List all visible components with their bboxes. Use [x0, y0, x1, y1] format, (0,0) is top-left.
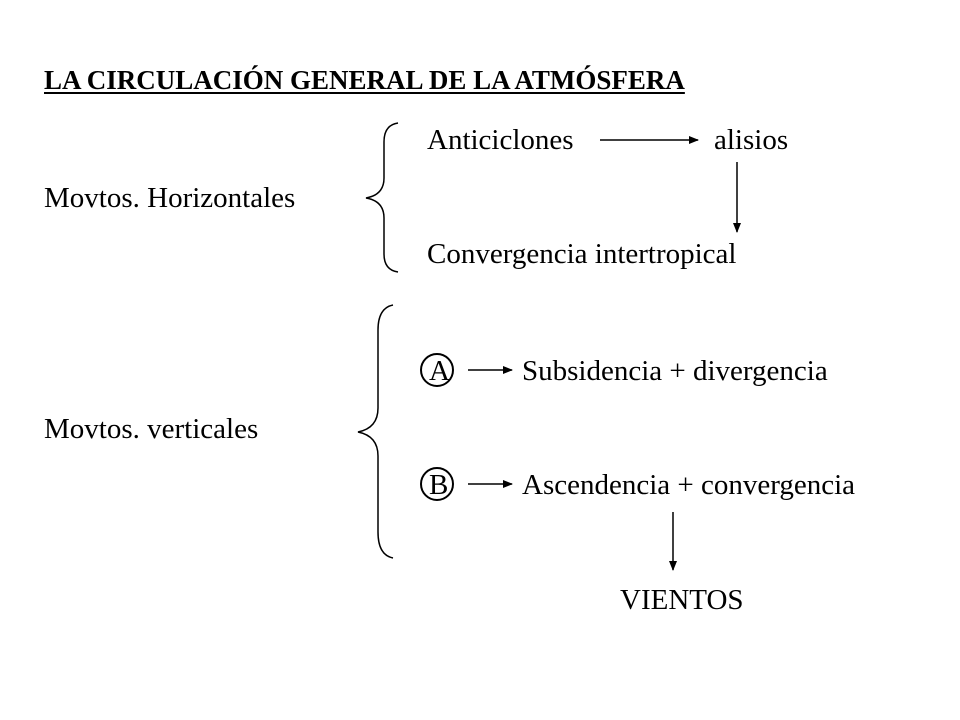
page-title: LA CIRCULACIÓN GENERAL DE LA ATMÓSFERA — [44, 65, 685, 95]
vertical-brace — [358, 305, 393, 558]
vientos-label: VIENTOS — [620, 584, 744, 616]
letter-b: B — [429, 469, 449, 501]
horizontal-brace — [366, 123, 398, 272]
letter-a: A — [429, 355, 450, 387]
horizontal-movements-label: Movtos. Horizontales — [44, 182, 296, 214]
vertical-movements-label: Movtos. verticales — [44, 413, 259, 445]
alisios-label: alisios — [714, 124, 789, 156]
ascendencia-convergencia-label: Ascendencia + convergencia — [522, 469, 856, 501]
convergencia-intertropical-label: Convergencia intertropical — [427, 238, 737, 270]
anticiclones-label: Anticiclones — [427, 124, 574, 156]
subsidencia-divergencia-label: Subsidencia + divergencia — [522, 355, 828, 387]
